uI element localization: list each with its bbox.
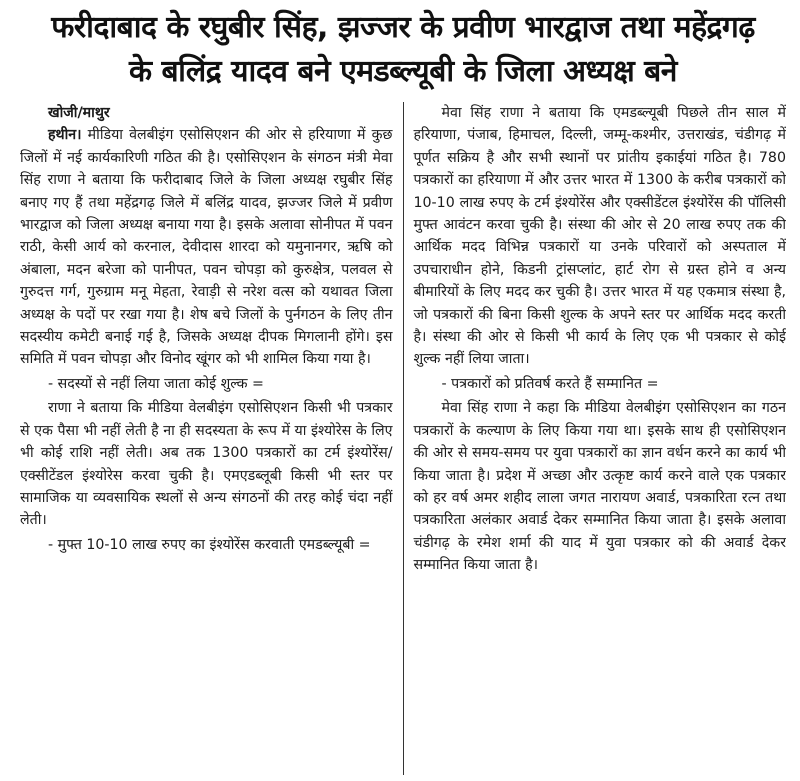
headline [20, 6, 786, 94]
paragraph-4: मेवा सिंह राणा ने कहा कि मीडिया वेलबीइंग एसोसिएशन का गठन पत्रकारों के कल्याण के लिए किया गया था। इसके साथ ही एसोसिएशन की ओर से समय-समय पर युवा पत्रकारों का ज्ञान वर्धन करने का कार्य भी किया जाता है। प्रदेश में अच्छा और उत्कृष्ट कार्य करने वाले एक पत्रकार को हर वर्ष अमर शहीद लाला जगत नारायण अवार्ड, पत्रकारिता रत्न तथा पत्रकारिता अलंकार अवार्ड देकर सम्मानित किया जाता है। इसके अलावा चंडीगढ़ के रमेश शर्मा की याद में युवा पत्रकार को की अवार्ड देकर सम्मानित किया जाता है। [413, 400, 786, 574]
headline-line-1: फरीदाबाद के रघुबीर सिंह, झज्जर के प्रवीण भारद्वाज तथा महेंद्रगढ़ [51, 10, 755, 45]
paragraph-1 [20, 124, 393, 370]
left-column [20, 102, 403, 775]
headline-line-2: के बलिंद्र यादव बने एमडब्ल्यूबी के जिला अध्यक्ष बने [129, 54, 677, 89]
subheading-free-insurance: - मुफ्त 10-10 लाख रुपए का इंश्योरेंस करवाती एमडब्ल्यूबी = [48, 536, 371, 553]
byline: खोजी/माथुर [48, 105, 110, 121]
paragraph-2: राणा ने बताया कि मीडिया वेलबीइंग एसोसिएशन किसी भी पत्रकार से एक पैसा भी नहीं लेती है ना ही सदस्यता के रूप में या इंश्योरेस के लिए भी कोई राशि नहीं लेती। अब तक 1300 पत्रकारों का टर्म इंश्योरेंस/एक्सीटेंडल इंश्योरेस करवा चुकी है। एमएडब्लूबी किसी भी स्तर पर सामाजिक या व्यवसायिक स्थलों से अन्य संगठनों की तरह कोई चंदा नहीं लेती। [20, 400, 393, 529]
paragraph-1-text: मीडिया वेलबीइंग एसोसिएशन की ओर से हरियाणा में कुछ जिलों में नई कार्यकारिणी गठित की है। एसोसिएशन के संगठन मंत्री मेवा सिंह राणा ने बताया कि फरीदाबाद जिले के जिला अध्यक्ष रघुबीर सिंह बनाए गए हैं तथा महेंद्रगढ़ जिले में बलिंद्र यादव, झज्जर जिले में प्रवीण भारद्वाज को जिला अध्यक्ष बनाया गया है। इसके अलावा सोनीपत में पवन राठी, केसी आर्य को करनाल, देवीदास शारदा को यमुनानगर, ऋषि को अंबाला, मदन बरेजा को पानीपत, पवन चोपड़ा को कुरुक्षेत्र, पलवल से गुरुदत्त गर्ग, गुरुग्राम मनू मेहता, रेवाड़ी से नरेश वत्स को यथावत जिला अध्यक्ष के पदों पर रखा गया है। शेष बचे जिलों के पुर्नगठन के लिए तीन सदस्यीय कमेटी बनाई गई है, जिसके अध्यक्ष दीपक मिगलानी होंगे। इस समिति में पवन चोपड़ा और विनोद खूंगर को भी शामिल किया गया है। [20, 127, 393, 368]
dateline: हथीन। [48, 127, 82, 144]
article-body [20, 102, 786, 775]
right-column [403, 102, 787, 775]
paragraph-3: मेवा सिंह राणा ने बताया कि एमडब्ल्यूबी पिछले तीन साल में हरियाणा, पंजाब, हिमाचल, दिल्ली, जम्मू-कश्मीर, उत्तराखंड, चंडीगढ़ में पूर्णत सक्रिय है और सभी स्थानों पर प्रांतीय इकाईयां गठित है। 780 पत्रकारों का हरियाणा में और उत्तर भारत में 1300 के करीब पत्रकारों को 10-10 लाख रुपए के टर्म इंश्योरेंस और एक्सीडेंटल इंश्योरेंस की पॉलिसी मुफ्त आवंटन करवा चुकी है। संस्था की ओर से 20 लाख रुपए तक की आर्थिक मदद विभिन्न पत्रकारों या उनके परिवारों को अस्पताल में उपचाराधीन होने, किडनी ट्रांसप्लांट, हार्ट रोग से ग्रस्त होने व अन्य बीमारियों के लिए मदद कर चुकी है। उत्तर भारत में यह एकमात्र संस्था है, जो पत्रकारों की बिना किसी शुल्क के अपने स्तर पर आर्थिक मदद करती है। संस्था की ओर से किसी भी कार्य के लिए एक भी पत्रकार से कोई शुल्क नहीं लिया जाता। [413, 105, 786, 368]
subheading-membership-fee: - सदस्यों से नहीं लिया जाता कोई शुल्क = [48, 375, 264, 392]
subheading-annual-awards: - पत्रकारों को प्रतिवर्ष करते हैं सम्मानित = [441, 375, 659, 392]
